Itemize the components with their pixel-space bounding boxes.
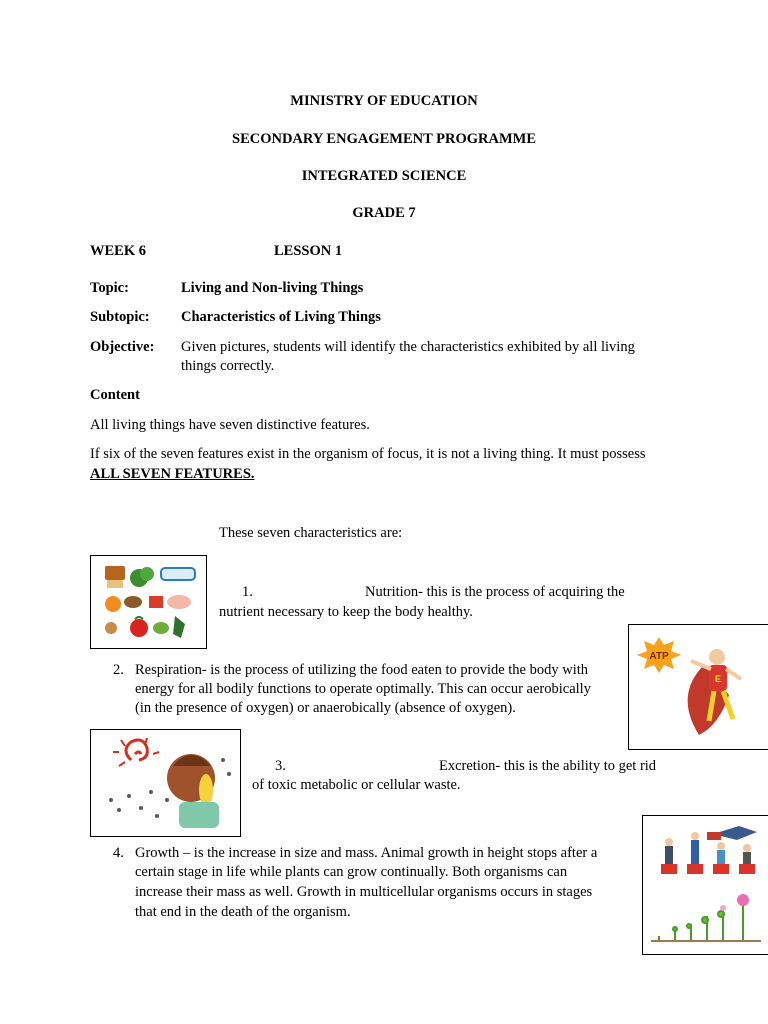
content-heading: Content bbox=[90, 387, 140, 403]
item-3-line-2: of toxic metabolic or cellular waste. bbox=[252, 777, 461, 793]
subtopic-value: Characteristics of Living Things bbox=[181, 309, 381, 325]
item-4-line-3: increase their mass as well. Growth in multicellular organisms occurs in stages bbox=[135, 884, 593, 900]
programme-heading: SECONDARY ENGAGEMENT PROGRAMME bbox=[232, 131, 536, 147]
grade-heading: GRADE 7 bbox=[352, 205, 416, 221]
topic-value: Living and Non-living Things bbox=[181, 280, 364, 296]
content-paragraph-2: If six of the seven features exist in the organism of focus, it is not a living thing. It must possess bbox=[90, 446, 646, 462]
item-1-line-1: Nutrition- this is the process of acquiring the bbox=[365, 584, 625, 600]
item-2-line-3: (in the presence of oxygen) or anaerobically (absence of oxygen). bbox=[135, 700, 516, 716]
subject-heading: INTEGRATED SCIENCE bbox=[301, 168, 467, 184]
atp-badge-label: ATP bbox=[649, 651, 669, 662]
item-1-line-2: nutrient necessary to keep the body healthy. bbox=[219, 604, 473, 620]
item-3-line-1: Excretion- this is the ability to get rid bbox=[439, 758, 657, 774]
item-2-line-1: Respiration- is the process of utilizing the food eaten to provide the body with bbox=[135, 662, 589, 678]
topic-label: Topic: bbox=[90, 280, 129, 296]
lesson-label: LESSON 1 bbox=[274, 243, 343, 259]
objective-label: Objective: bbox=[90, 339, 155, 355]
item-4-line-2: certain stage in life while plants can grow continually. Both organisms can bbox=[135, 864, 568, 880]
subtopic-label: Subtopic: bbox=[90, 309, 150, 325]
content-emphasis: ALL SEVEN FEATURES. bbox=[90, 466, 255, 482]
nutrition-image bbox=[90, 555, 207, 649]
item-3-number: 3. bbox=[275, 758, 286, 774]
content-paragraph-1: All living things have seven distinctive features. bbox=[90, 417, 370, 433]
growth-image bbox=[642, 815, 768, 955]
item-4-line-1: Growth – is the increase in size and mass. Animal growth in height stops after a bbox=[135, 845, 598, 861]
characteristics-intro: These seven characteristics are: bbox=[219, 525, 403, 541]
week-label: WEEK 6 bbox=[90, 243, 146, 259]
item-4-number: 4. bbox=[113, 845, 124, 861]
item-2-line-2: energy for all bodily functions to operate optimally. This can occur aerobically bbox=[135, 681, 591, 697]
objective-line-1: Given pictures, students will identify the characteristics exhibited by all living bbox=[181, 339, 635, 355]
respiration-image bbox=[628, 624, 768, 750]
item-2-number: 2. bbox=[113, 662, 124, 678]
item-4-line-4: that end in the death of the organism. bbox=[135, 904, 351, 920]
excretion-image bbox=[90, 729, 241, 837]
item-1-number: 1. bbox=[242, 584, 253, 600]
objective-line-2: things correctly. bbox=[181, 358, 275, 374]
hero-emblem-letter: E bbox=[714, 674, 722, 684]
ministry-heading: MINISTRY OF EDUCATION bbox=[290, 93, 478, 109]
